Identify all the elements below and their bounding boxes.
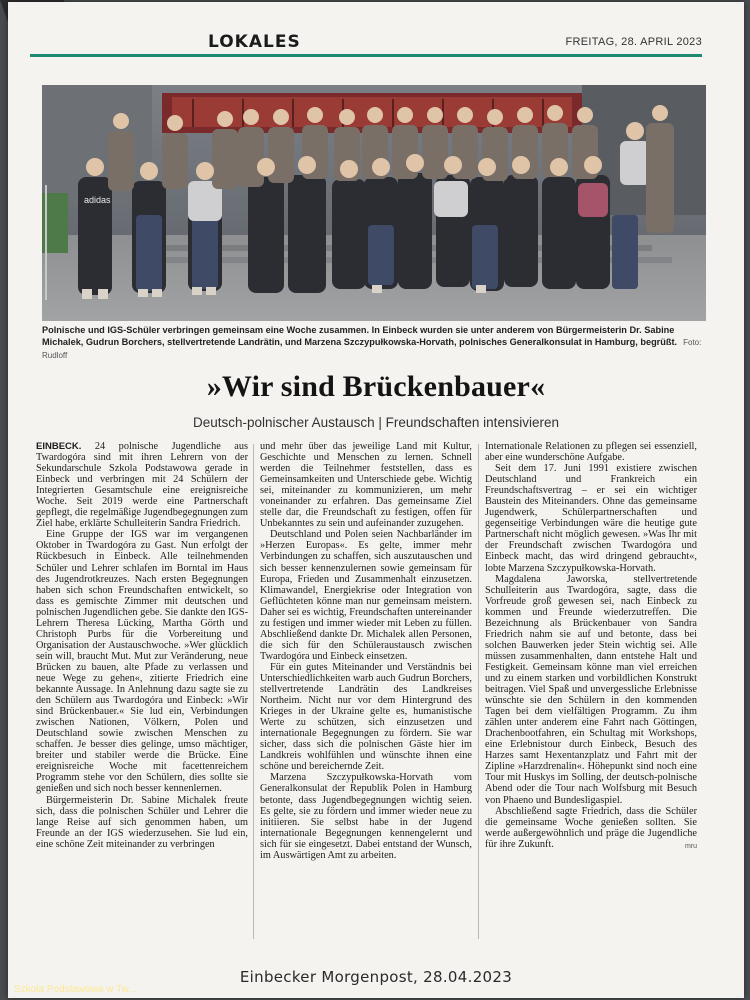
paragraph: Für ein gutes Miteinander und Verständnis bei Unterschiedlichkeiten warb auch Gudrun Borchers, stellvertretende Landrätin des Landkreises Northeim. Nicht nur vor dem Hintergrund des Krieges in der Ukraine gelte es, humanistische Werte zu schützen, sich einzusetzen und internationale Begegnungen zu fördern. Sie war sicher, dass sich die polnischen Gäste hier im Landkreis wohlfühlen und wünschte ihnen eine schöne und bereichernde Zeit. (260, 661, 472, 773)
photo-caption (42, 324, 706, 362)
newspaper-page (8, 2, 744, 998)
paragraph: Eine Gruppe der IGS war im vergangenen Oktober in Twardogóra zu Gast. Nun erfolgt der Rückbesuch in Einbeck. Alle teilnehmenden Schüler und Lehrer schlafen im Borntal im Haus des Jugendrotkreuzes. Nach ersten Begegnungen haben sich schon Freundschaften entwickelt, so dass es gemischte Zimmer mit deutschen und polnischen Jugendlichen gebe. Sie dankte den IGS-Lehrern Theresa Lücking, Martha Görth und Christoph Purbs für die Vorbereitung und Organisation der Austauschwoche. »Wer glücklich sein will, braucht Mut. Mut zur Veränderung, neue Brücken zu bauen, alte Pfade zu verlassen und neue Wege zu gehen«, zitierte Friedrich eine bekannte Aussage. In Anlehnung dazu sagte sie zu den Schülern aus Twardogóra und Einbeck: »Wir sind Brückenbauer.« Sie lud ein, Verbindungen zwischen Nationen, Völkern, Polen und Deutschland sowie zwischen Menschen zu schaffen. Je besser dies gelinge, umso mächtiger, breiter und stabiler werde die Brücke. Eine ereignisreiche Woche mit facettenreichem Programm stehe vor den Schülern, dies sollte sie genießen und sich noch besser kennenlernen. (36, 529, 248, 795)
issue-date: FREITAG, 28. APRIL 2023 (565, 36, 702, 48)
paragraph-text: 24 polnische Jugendliche aus Twardogóra sind mit ihren Lehrern von der Sekundarschule Szkola Podstawowa gerade in Einbeck und verbringen mit 24 Schülern der Integrierten Gesamtschule eine ereignisreiche Woche. Seit 2019 werde eine Partnerschaft gepflegt, die regelmäßige Jugendbegegnungen zum Ziel habe, erklärte Schulleiterin Sandra Friedrich. (36, 441, 248, 530)
paragraph-text: Abschließend sagte Friedrich, dass die Schüler die gemeinsame Woche genießen sollten. Sie werde außergewöhnlich und präge die Jugendliche für ihre Zukunft. (485, 805, 697, 850)
paragraph (36, 441, 248, 529)
paragraph: und mehr über das jeweilige Land mit Kultur, Geschichte und Menschen zu lernen. Schnell werden die Teilnehmer feststellen, dass es Gemeinsamkeiten und Unterschiede gebe. Wichtig sei, miteinander zu kommunizieren, um mehr voneinander zu erfahren. Das gemeinsame Ziel stelle dar, die Freundschaft zu festigen, offen für Unbekanntes zu sein und aufeinander zuzugehen. (260, 441, 472, 530)
paragraph: Deutschland und Polen seien Nachbarländer im »Herzen Europas«. Es gelte, immer mehr Verbindungen zu schaffen, sich auszutauschen und sich besser kennenzulernen sowie gemeinsam für Europa, Frieden und Zusammenhalt einzusetzen. Klimawandel, Energiekrise oder Integration von Geflüchteten könne man nur gemeinsam meistern. Daher sei es wichtig, Freundschaften untereinander zu festigen und immer wieder mit Leben zu füllen. Abschließend dankte Dr. Michalek allen Personen, die sich für den Schüleraustausch zwischen Twardogóra und Einbeck einsetzen. (260, 529, 472, 662)
source-note: Einbecker Morgenpost, 28.04.2023 (239, 968, 513, 986)
watermark-text: Szkoła Podstawowa w Tw... (14, 984, 137, 995)
group-photo-illustration (42, 85, 706, 321)
article-column-2 (260, 441, 472, 941)
header-rule (30, 54, 702, 57)
article-column-3 (485, 441, 697, 941)
shirt-print: adidas (84, 195, 111, 205)
group-photo (42, 85, 706, 321)
paragraph: Bürgermeisterin Dr. Sabine Michalek freute sich, dass die polnischen Schüler und Lehrer die lange Reise auf sich genommen haben, um Freunde an der IGS wiederzusehen. Sie lud ein, eine schöne Zeit miteinander zu verbringen (36, 794, 248, 850)
column-divider (478, 444, 479, 939)
dateline: EINBECK. (36, 441, 82, 452)
photo-credit: Foto: Rudloff (42, 338, 702, 360)
column-divider (253, 444, 254, 939)
article-column-1 (36, 441, 248, 941)
paragraph: Seit dem 17. Juni 1991 existiere zwischen Deutschland und Frankreich ein Freundschaftsvertrag – er sei ein wichtiger Baustein des Miteinanders. Ohne das gemeinsame Jugendwerk, Schülerpartnerschaften und gegenseitige Verbindungen wäre die heutige gute Partnerschaft nicht möglich gewesen. »Was Ihr mit der Freundschaft zwischen Twardogóra und Einbeck macht, das wird dringend gebraucht«, lobte Marzena Szczypułkowska-Horvath. (485, 463, 697, 574)
paragraph: Internationale Relationen zu pflegen sei essenziell, aber eine wunderschöne Aufgabe. (485, 441, 697, 464)
paragraph: Marzena Szczypułkowska-Horvath vom Generalkonsulat der Republik Polen in Hamburg betonte, dass Jugendbegegnungen wichtig seien. Es gelte, sie zu fördern und immer wieder neue zu initiieren. Sie selbst habe in der Jugend internationale Begegnungen kennengelernt und sich für sie eingesetzt. Dabei entstand der Wunsch, im Auswärtigen Amt zu arbeiten. (260, 772, 472, 861)
caption-text: Polnische und IGS-Schüler verbringen gemeinsam eine Woche zusammen. In Einbeck wurden sie unter anderem von Bürgermeisterin Dr. Sabine Michalek, Gudrun Borchers, stellvertretende Landrätin, und Marzena Szczypułkowska-Horvath, polnisches Generalkonsulat in Hamburg, begrüßt. (42, 325, 678, 347)
paragraph (485, 806, 697, 850)
paragraph: Magdalena Jaworska, stellvertretende Schulleiterin aus Twardogóra, sagte, dass die Vorfreude groß gewesen sei, nach Einbeck zu kommen und Freunde wiederzutreffen. Die Bezeichnung als Brückenbauer von Sandra Friedrich nahm sie auf und betonte, dass bei solchen Bauwerken jeder Stein wichtig sei. Alle müssen zusammenhalten, dann entstehe Halt und Festigkeit. Gemeinsam könne man viel erreichen und zu einem starken und vorbildlichen Konstrukt beitragen. Viel Spaß und unvergessliche Erlebnisse wünschte sie den Schülern in den kommenden Tagen bei dem vielfältigen Programm. Zu ihm zählen unter anderem eine Fahrt nach Göttingen, Drachenbootfahren, ein Schultag mit Workshops, eine Erlebnistour durch Einbeck, Besuch des Harzes samt Hexentanzplatz und Fahrt mit der Zipline »Harzdrenalin«. Höhepunkt sind noch eine Tour mit Huskys im Solling, der deutsch-polnische Abend oder die Tour nach Wolfsburg mit Besuch von Phaeno und Bundesligaspiel. (485, 573, 697, 806)
author-initials: mru (684, 842, 697, 850)
article-subhead: Deutsch-polnischer Austausch | Freundschaften intensivieren (193, 415, 559, 430)
section-title: LOKALES (208, 32, 301, 52)
article-headline: »Wir sind Brückenbauer« (206, 370, 546, 403)
